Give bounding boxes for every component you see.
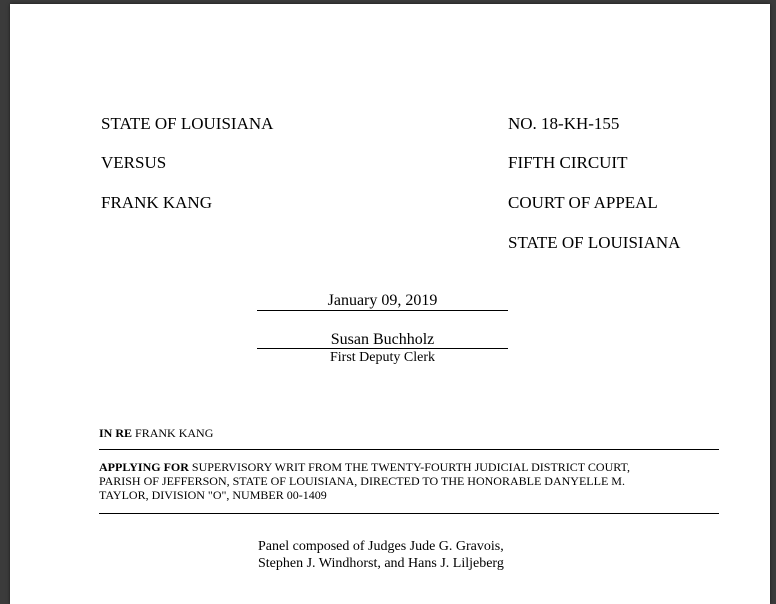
panel-composition	[258, 538, 504, 572]
applying-for-line-1	[99, 460, 699, 474]
in-re-line	[99, 426, 213, 441]
panel-line-1: Panel composed of Judges Jude G. Gravois,	[258, 539, 504, 554]
in-re-label: IN RE	[99, 426, 133, 440]
panel-line-2: Stephen J. Windhorst, and Hans J. Liljeberg	[258, 556, 504, 571]
clerk-name: Susan Buchholz	[330, 331, 435, 348]
document-page	[10, 4, 770, 604]
in-re-rule	[99, 449, 719, 450]
applying-for-label: APPLYING FOR	[99, 460, 189, 474]
filing-date: January 09, 2019	[327, 292, 438, 309]
applying-for-block	[99, 460, 699, 502]
applying-for-rule	[99, 513, 719, 514]
court-state: STATE OF LOUISIANA	[508, 233, 681, 252]
case-number: NO. 18-KH-155	[508, 114, 620, 133]
caption-state: STATE OF LOUISIANA	[101, 114, 274, 133]
circuit-name: FIFTH CIRCUIT	[508, 153, 628, 172]
caption-versus: VERSUS	[101, 153, 167, 172]
clerk-title: First Deputy Clerk	[330, 350, 435, 365]
in-re-party: FRANK KANG	[135, 426, 214, 440]
applying-for-text-1: SUPERVISORY WRIT FROM THE TWENTY-FOURTH JUDICIAL DISTRICT COURT,	[191, 460, 630, 474]
applying-for-line-2: PARISH OF JEFFERSON, STATE OF LOUISIANA, DIRECTED TO THE HONORABLE DANYELLE M.	[99, 474, 625, 488]
court-name: COURT OF APPEAL	[508, 193, 658, 212]
caption-defendant: FRANK KANG	[101, 193, 212, 212]
date-rule	[257, 310, 508, 311]
applying-for-line-3: TAYLOR, DIVISION "O", NUMBER 00-1409	[99, 488, 327, 502]
